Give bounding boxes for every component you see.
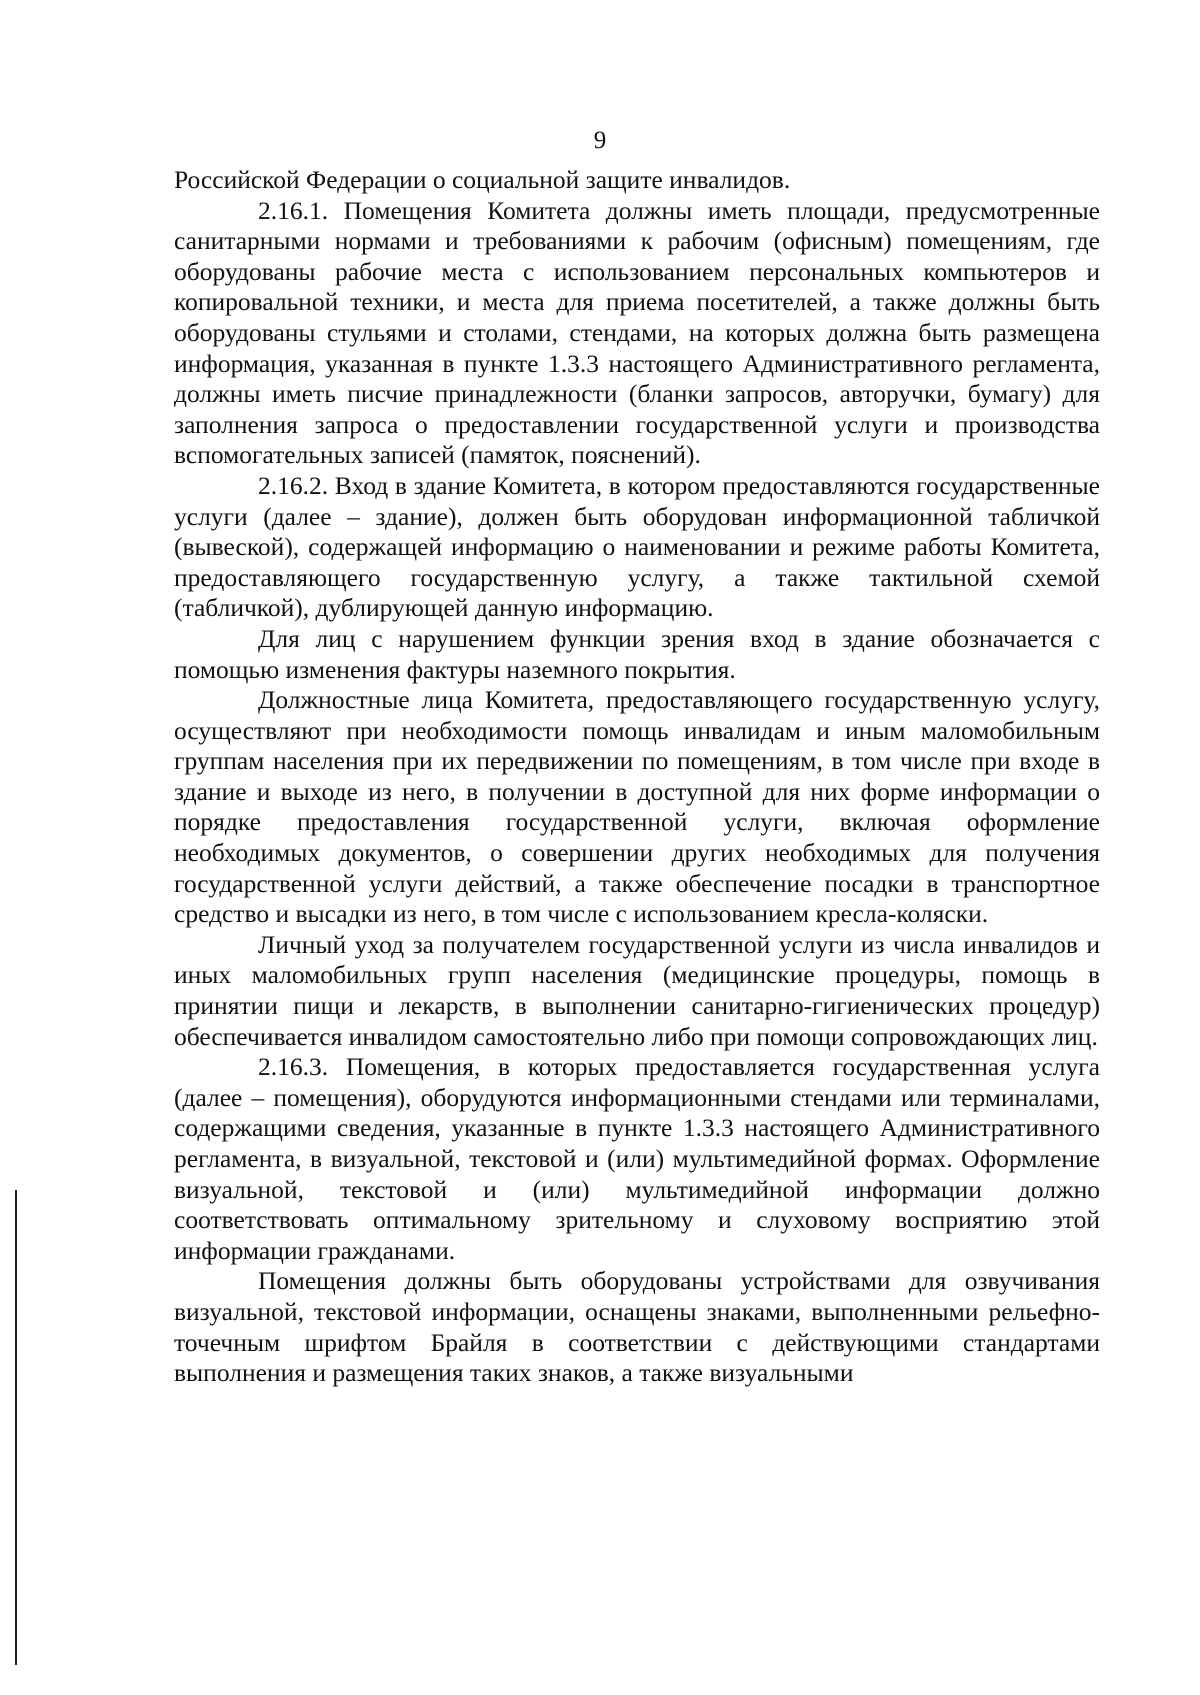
paragraph-2-16-2: 2.16.2. Вход в здание Комитета, в котором предоставляются государственные услуги (далее – здание), должен быть оборудован информационной табличкой (вывеской), содержащей информацию о наименовании и режиме работы Комитета, предоставляющего государственную услугу, а также тактильной схемой (табличкой), дублирующей данную информацию. xyxy=(174,470,1100,623)
paragraph-sound-equipment: Помещения должны быть оборудованы устройствами для озвучивания визуальной, текстовой информации, оснащены знаками, выполненными рельефно-точечным шрифтом Брайля в соответствии с действующими стандартами выполнения и размещения таких знаков, а также визуальными xyxy=(174,1266,1100,1388)
page-number: 9 xyxy=(593,127,607,154)
paragraph-continuation: Российской Федерации о социальной защите инвалидов. xyxy=(174,165,791,194)
paragraph-2-16-1: 2.16.1. Помещения Комитета должны иметь площади, предусмотренные санитарными нормами и требованиями к рабочим (офисным) помещениям, где оборудованы рабочие места с использованием персональных компьютеров и копировальной техники, и места для приема посетителей, а также должны быть оборудованы стульями и столами, стендами, на которых должна быть размещена информация, указанная в пункте 1.3.3 настоящего Административного регламента, должны иметь писчие принадлежности (бланки запросов, авторучки, бумагу) для заполнения запроса о предоставлении государственной услуги и производства вспомогательных записей (памяток, пояснений). xyxy=(174,195,1100,470)
document-body xyxy=(174,165,1100,1389)
paragraph-officials-assistance: Должностные лица Комитета, предоставляющего государственную услугу, осуществляют при необходимости помощь инвалидам и иным маломобильным группам населения при их передвижении по помещениям, в том числе при входе в здание и выходе из него, в получении в доступной для них форме информации о порядке предоставления государственной услуги, включая оформление необходимых документов, о совершении других необходимых для получения государственной услуги действий, а также обеспечение посадки в транспортное средство и высадки из него, в том числе с использованием кресла-коляски. xyxy=(174,685,1100,929)
scan-margin-line xyxy=(15,1190,17,1665)
paragraph-personal-care: Личный уход за получателем государственной услуги из числа инвалидов и иных маломобильных групп населения (медицинские процедуры, помощь в принятии пищи и лекарств, в выполнении санитарно-гигиенических процедур) обеспечивается инвалидом самостоятельно либо при помощи сопровождающих лиц. xyxy=(174,929,1100,1051)
paragraph-2-16-3: 2.16.3. Помещения, в которых предоставляется государственная услуга (далее – помещения), оборудуются информационными стендами или терминалами, содержащими сведения, указанные в пункте 1.3.3 настоящего Административного регламента, в визуальной, текстовой и (или) мультимедийной формах. Оформление визуальной, текстовой и (или) мультимедийной информации должно соответствовать оптимальному зрительному и слуховому восприятию этой информации гражданами. xyxy=(174,1052,1100,1265)
paragraph-vision-impaired-entrance: Для лиц с нарушением функции зрения вход в здание обозначается с помощью изменения фактуры наземного покрытия. xyxy=(174,623,1100,684)
